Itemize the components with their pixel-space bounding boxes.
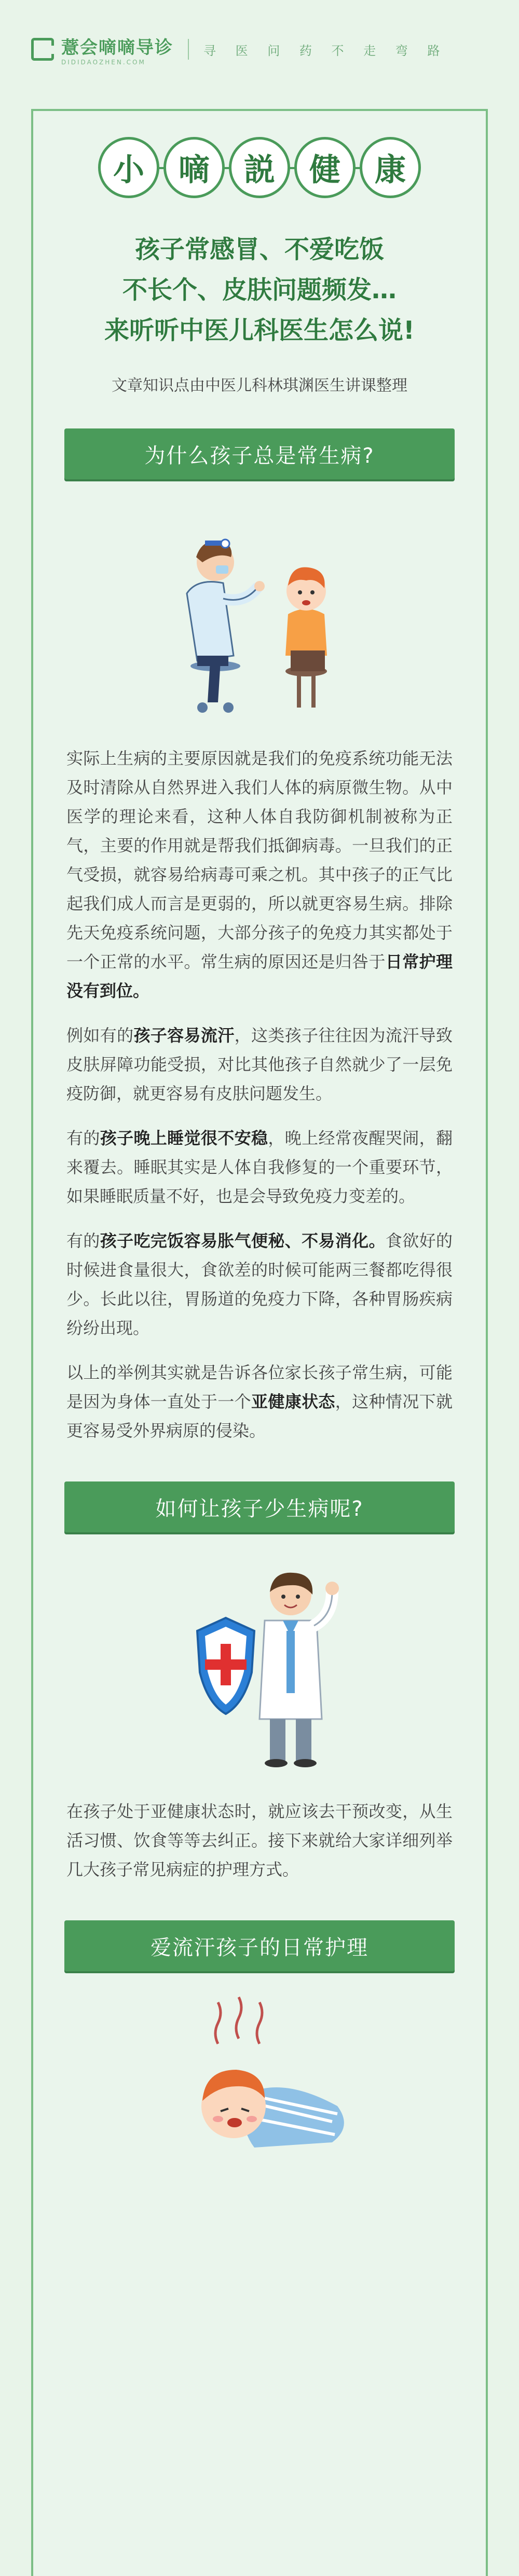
brand-url: DIDIDAOZHEN.COM bbox=[61, 58, 146, 66]
paragraph-emphasis: 孩子容易流汗 bbox=[133, 1026, 235, 1045]
header-divider bbox=[188, 39, 189, 60]
title-badges bbox=[49, 137, 470, 198]
paragraph-text: 有的 bbox=[66, 1128, 100, 1148]
title-char: 健 bbox=[294, 137, 356, 198]
paragraph bbox=[49, 1021, 470, 1108]
headline-line: 孩子常感冒、不爱吃饭 bbox=[134, 235, 384, 264]
paragraph-text: 例如有的 bbox=[66, 1026, 134, 1045]
doctor-examining-child-illustration bbox=[49, 500, 470, 728]
sweating-child-illustration bbox=[49, 1992, 470, 2179]
paragraph-text: 食欲好的时候进食量很大，食欲差的时候可能两三餐都吃得很少。长此以往，胃肠道的免疫力下降，各种胃肠疾病纷纷出现。 bbox=[66, 1231, 453, 1338]
article-card bbox=[31, 109, 488, 2576]
title-char: 説 bbox=[229, 137, 290, 198]
paragraph-emphasis: 亚健康状态 bbox=[251, 1392, 335, 1411]
paragraph-emphasis: 日常护理没有到位。 bbox=[66, 952, 453, 1001]
brand-logo[interactable] bbox=[31, 33, 173, 66]
headline-line: 来听听中医儿科医生怎么说! bbox=[104, 316, 415, 345]
paragraph-text: 有的 bbox=[66, 1231, 100, 1251]
paragraph-text: ，这种情况下就更容易受外界病原的侵染。 bbox=[66, 1392, 453, 1441]
headline-line: 不长个、皮肤问题频发… bbox=[122, 275, 397, 304]
headline bbox=[49, 229, 470, 351]
section-banner-sweating-care: 爱流汗孩子的日常护理 bbox=[64, 1920, 455, 1971]
source-note: 文章知识点由中医儿科林琪渊医生讲课整理 bbox=[112, 377, 407, 395]
paragraph-text: ，这类孩子往往因为流汗导致皮肤屏障功能受损，对比其他孩子自然就少了一层免疫防御，就更容易有皮肤问题发生。 bbox=[66, 1026, 453, 1103]
title-char: 康 bbox=[360, 137, 421, 198]
paragraph bbox=[49, 1358, 470, 1445]
title-char: 嘀 bbox=[163, 137, 225, 198]
paragraph-text: 以上的举例其实就是告诉各位家长孩子常生病，可能是因为身体一直处于一个 bbox=[66, 1363, 453, 1411]
header-slogan: 寻 医 问 药 不 走 弯 路 bbox=[203, 43, 443, 58]
paragraph: 在孩子处于亚健康状态时，就应该去干预改变，从生活习惯、饮食等等去纠正。接下来就给大家详细列举几大孩子常见病症的护理方式。 bbox=[66, 1802, 453, 1879]
brand-name: 薏会嘀嘀导诊 bbox=[61, 37, 173, 58]
title-char: 小 bbox=[98, 137, 159, 198]
paragraph-emphasis: 孩子晚上睡觉很不安稳 bbox=[100, 1128, 268, 1148]
section-banner-how-prevent: 如何让孩子少生病呢? bbox=[64, 1481, 455, 1532]
paragraph-emphasis: 孩子吃完饭容易胀气便秘、不易消化。 bbox=[100, 1231, 386, 1251]
paragraph bbox=[49, 1124, 470, 1211]
paragraph bbox=[49, 744, 470, 1005]
doctor-shield-illustration bbox=[49, 1553, 470, 1781]
paragraph-text: 实际上生病的主要原因就是我们的免疫系统功能无法及时清除从自然界进入我们人体的病原微生物。从中医学的理论来看，这种人体自我防御机制被称为正气，主要的作用就是帮我们抵御病毒。一旦我们的正气受损，就容易给病毒可乘之机。其中孩子的正气比起我们成人而言是更弱的，所以就更容易生病。排除先天免疫系统问题，大部分孩子的免疫力其实都处于一个正常的水平。常生病的原因还是归咎于 bbox=[66, 749, 453, 972]
brand-mark-icon bbox=[31, 38, 54, 61]
paragraph-text: ，晚上经常夜醒哭闹，翻来覆去。睡眠其实是人体自我修复的一个重要环节，如果睡眠质量不好，也是会导致免疫力变差的。 bbox=[66, 1128, 453, 1206]
section-banner-why-sick: 为什么孩子总是常生病? bbox=[64, 428, 455, 479]
header bbox=[0, 0, 519, 99]
brand-text bbox=[61, 33, 173, 66]
paragraph bbox=[49, 1226, 470, 1342]
